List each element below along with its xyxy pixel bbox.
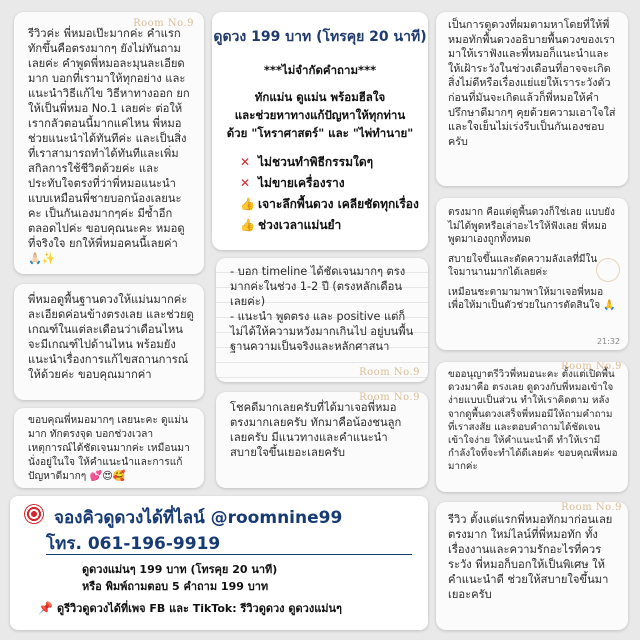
promo-feature (240, 194, 428, 215)
review-text: พี่หมอดูพื้นฐานดวงให้แม่นมากค่ะ ละเอียดค่อนข้างตรงเลย และช่วยดูเกณฑ์ในแต่ละเดือนว่าเดือนไหนจะมีเกณฑ์ไปด้านไหน พร้อมยังแนะนำเรื่องการแก้ไขสถานการณ์ให้ด้วยค่ะ ขอบคุณมากค่า (28, 293, 194, 381)
review-card-8 (436, 362, 628, 492)
x-icon: ✕ (240, 155, 251, 169)
phone-number[interactable]: โทร. 061-196-9919 (46, 534, 221, 554)
line-booking-label[interactable]: จองคิวดูดวงได้ที่ไลน์ @roomnine99 (54, 508, 343, 528)
message-time: 21:32 (596, 336, 620, 346)
price-line: ดูดวงแม่นๆ 199 บาท (โทรคุย 20 นาที) (82, 563, 278, 576)
review-card-9 (436, 502, 628, 630)
promo-subtitle: ***ไม่จำกัดคำถาม*** (263, 63, 377, 77)
watermark: Room No.9 (359, 367, 420, 378)
reviews-line (38, 599, 342, 617)
review-text: สบายใจขึ้นและตัดความลังเลที่มีในใจมานานมากได้เลยค่ะ (448, 253, 598, 278)
thumbs-up-icon: 👍 (240, 197, 255, 211)
price-line: หรือ พิมพ์ถามตอบ 5 คำถาม 199 บาท (82, 580, 269, 593)
watermark: Room No.9 (133, 18, 194, 29)
review-text: - บอก timeline ได้ชัดเจนมากๆ ตรงมากค่ะในช่วง 1-2 ปี (ตรงหลักเดือนเลยค่ะ) - แนะนำ พูดตรง และ positive แต่ก็ไม่ได้ให้ความหวังมากเกินไป อยู่บนพื้นฐานความเป็นจริงและหลักศาสนา (230, 265, 414, 353)
review-card-4 (216, 258, 428, 382)
promo-desc-line: ทักแม่น ดูแม่น พร้อมฮีลใจ (254, 90, 386, 104)
promo-desc-line: ด้วย "โหราศาสตร์" และ "ไพ่ทำนาย" (226, 126, 414, 140)
review-card-2 (14, 284, 204, 400)
promo-feature-text: ไม่ขายเครื่องราง (258, 176, 345, 190)
promo-feature (240, 215, 428, 236)
target-icon (24, 504, 44, 524)
promo-card (212, 12, 428, 250)
promo-feature-text: ไม่ชวนทำพิธีกรรมใดๆ (258, 155, 374, 169)
review-text: ขออนุญาตรีวิวพี่หมอนะคะ ตั้งแต่เปิดพื้นดวงมาคือ ตรงเลย ดูดวงกับพี่หมอเข้าใจง่ายแบบเป็นส่วน ทำให้เราคิดตาม หลังจากดูพื้นดวงเสร็จพี่หมอมีให้ถามคำถามที่เราสงสัย และตอบคำถามได้ชัดเจนเข้าใจง่าย ให้คำแนะนำดี ทำให้เรามีกำลังใจที่จะทำได้ดีเลยค่ะ ขอบคุณพี่หมอมากค่ะ (448, 369, 618, 473)
review-text: เหมือนชะตามามาพาให้มาเจอพี่หมอ เพื่อให้มาเป็นตัวช่วยในการตัดสินใจ 🙏 (448, 286, 616, 311)
review-card-1 (14, 12, 204, 274)
promo-title: ดูดวง 199 บาท (โทรคุย 20 นาที) (213, 29, 427, 45)
watermark: Room No.9 (561, 502, 622, 513)
watermark: Room No.9 (359, 392, 420, 403)
review-card-6 (436, 12, 628, 186)
booking-box (10, 496, 428, 630)
promo-description (212, 88, 428, 142)
promo-feature (240, 173, 428, 194)
promo-feature (240, 152, 428, 173)
pin-icon: 📌 (38, 601, 53, 615)
review-text: รีวิวค่ะ พี่หมอเป๊ะมากค่ะ คำแรกทักขึ้นคือตรงมากๆ ยังไม่ทันถามเลยค่ะ คำพูดพี่หมอละมุนละเอียดมาก บอกที่เรามาให้ทุกอย่าง และแนะนำวิธีแก้ไข วิธีหาทางออก ยกให้เป็นพี่หมอ No.1 เลยค่ะ ต่อให้เรากลัวตอนนี้มากแค่ไหน พี่หมอช่วยแนะนำได้ทันทีค่ะ และเป็นสิ่งที่เราสามารถทำได้ทันทีและเพิ่มสกิลการใช้ชีวิตด้วยค่ะ และประทับใจตรงที่ว่าพี่หมอแนะนำแบบเหมือนพี่ชายบอกน้องเลยนะคะ เป็นกันเองมากๆค่ะ มีซ้ำอีกตลอดไปค่ะ ขอบคุณนะคะ หมอดูที่จริงใจ ยกให้พี่หมอคนนี้เลยค่า 🙏🏻✨ (28, 27, 190, 265)
review-text: ขอบคุณพี่หมอมากๆ เลยนะคะ ดูแม่นมาก ทักตรงจุด บอกช่วงเวลาเหตุการณ์ได้ชัดเจนมากค่ะ เหมือนมานั่งอยู่ในใจ ให้คำแนะนำและการแก้ปัญหาดีมากๆ 💕😍🥰 (28, 415, 190, 482)
review-card-3 (14, 408, 204, 488)
review-text: เป็นการดูดวงที่ผมตามหาโดยที่ให้พี่หมอทักพื้นดวงอธิบายพื้นดวงของเรามาให้เราฟังและพี่หมอก็แนะนำและให้เฝ้าระวังในช่วงเดือนที่อาจจะเกิดสิ่งไม่ดีหรือเรื่องแย่แย่ให้เราระวังตัวก่อนที่มันจะเกิดแล้วก็พี่หมอให้คำปรึกษาดีมากๆ คุยด้วยความเอาใจใส่และใจเย็นไม่เร่งรีบเป็นกันเองชอบครับ (448, 18, 616, 148)
promo-desc-line: และช่วยหาทางแก้ปัญหาให้ทุกท่าน (234, 108, 406, 122)
watermark: Room No.9 (561, 362, 622, 372)
seal-icon (596, 258, 620, 282)
divider (46, 554, 412, 555)
x-icon: ✕ (240, 176, 251, 190)
promo-feature-text: เจาะลึกพื้นดวง เคลียชัดทุกเรื่อง (258, 197, 419, 211)
review-card-5 (216, 392, 428, 488)
promo-feature-text: ช่วงเวลาแม่นยำ (258, 218, 342, 232)
promo-feature-list (212, 152, 428, 236)
review-text: โชคดีมากเลยครับที่ได้มาเจอพี่หมอ ตรงมากเลยครับ ทักมาคือน้องชนลูกเลยครับ มีแนวทางและคำแนะนำ สบายใจขึ้นเยอะเลยครับ (230, 401, 402, 459)
review-card-7 (436, 198, 628, 350)
review-text: ตรงมาก คือแต่ดูพื้นดวงก็ใช่เลย แบบยังไม่ได้พูดหรือเล่าอะไรให้ฟังเลย พี่หมอพูดมาเองถูกทั้งหมด (448, 207, 615, 245)
review-text: รีวิว ตั้งแต่แรกพี่หมอทักมาก่อนเลยตรงมาก ใหม่ไลน์ที่พี่หมอทัก ทั้งเรื่องงานและความรักอะไรที่ควรระวัง พี่หมอก็บอกให้เป็นพิเศษ ให้คำแนะนำดี ช่วยให้สบายใจขึ้นมาเยอะครับ (448, 513, 613, 601)
thumbs-up-icon: 👍 (240, 218, 255, 232)
reviews-text: ดูรีวิวดูดวงได้ที่เพจ FB และ TikTok: รีวิวดูดวง ดูดวงแม่นๆ (56, 602, 342, 615)
